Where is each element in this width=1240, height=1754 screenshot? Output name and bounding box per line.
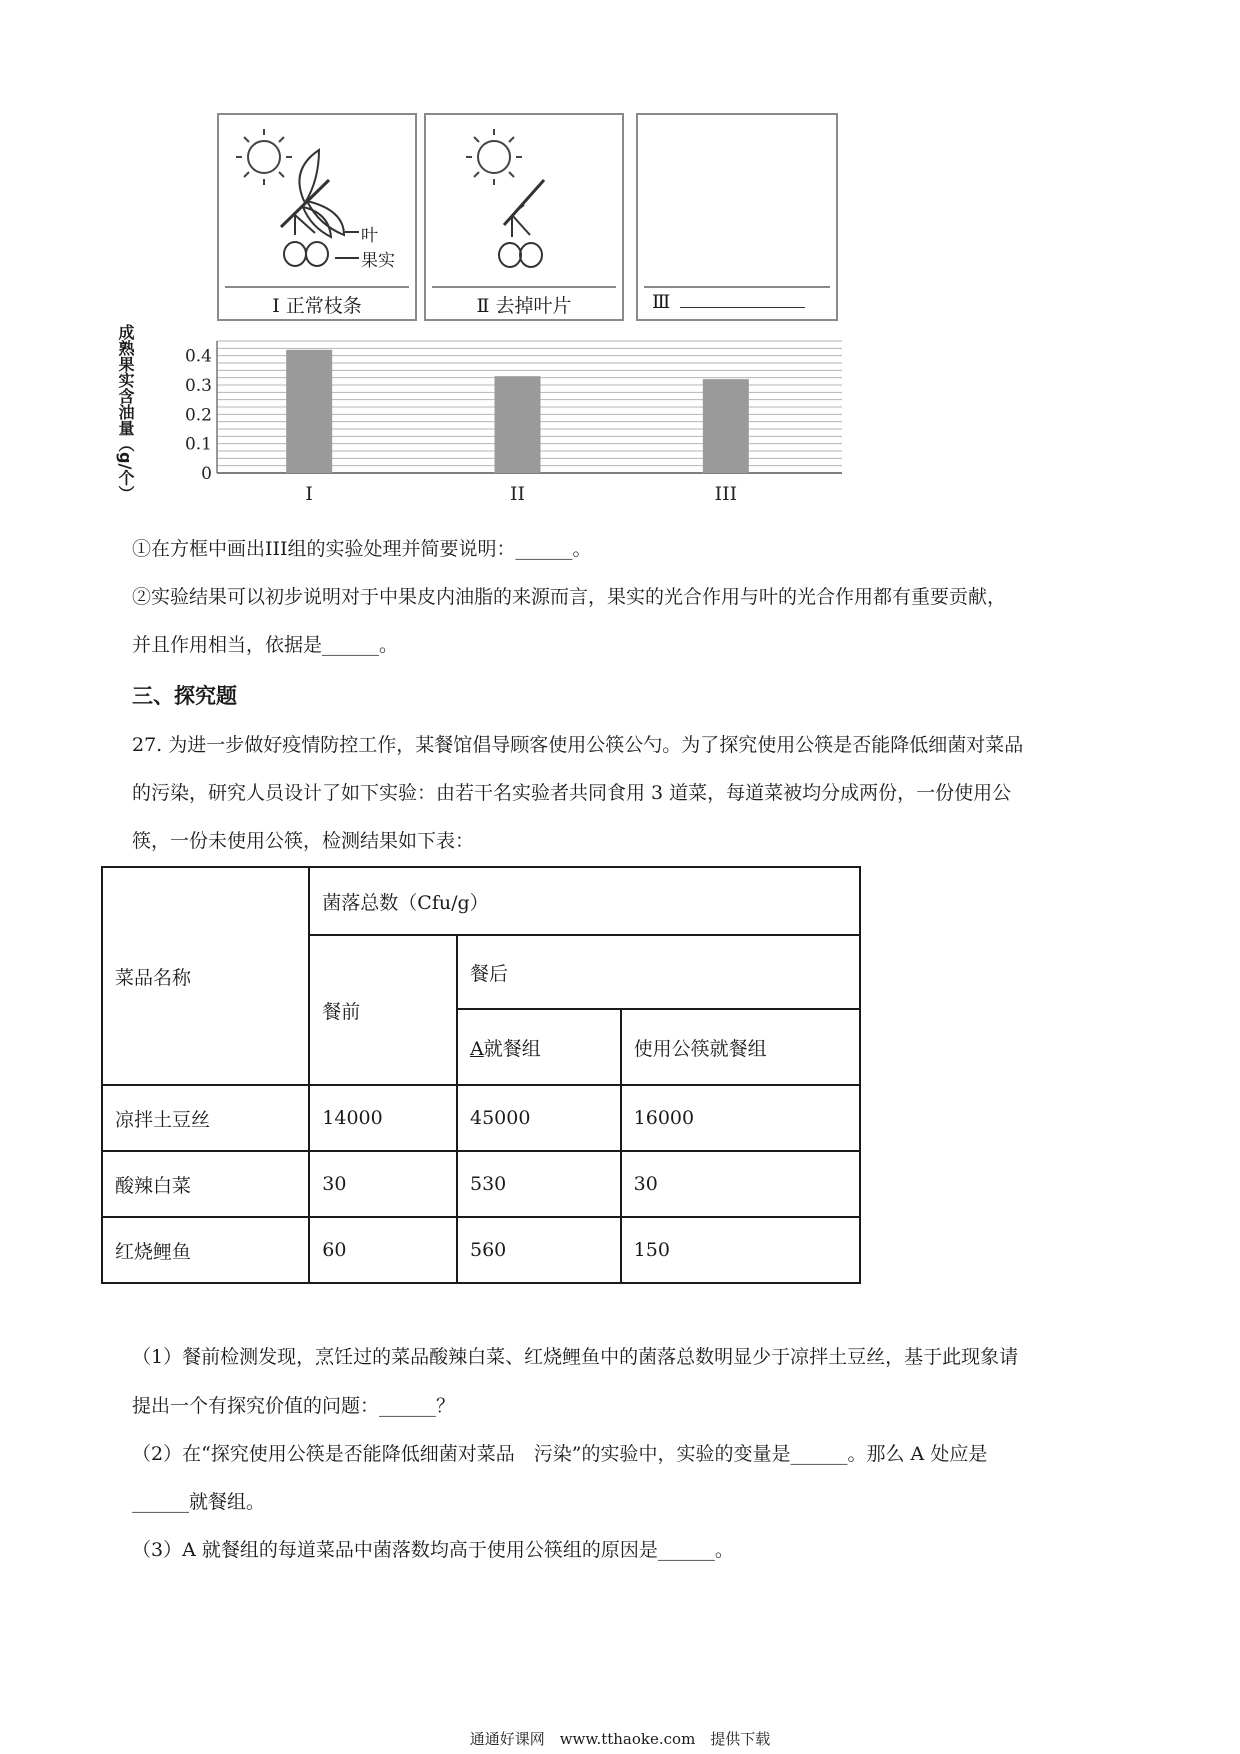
question-27-intro-line-2: 的污染，研究人员设计了如下实验：由若干名实验者共同食用 3 道菜，每道菜被均分成两份，一份使用公 [132,782,1012,804]
y-tick-label: 0.1 [184,434,212,455]
panel-divider [432,286,616,288]
oil-content-bar-chart [110,322,850,522]
panel-leaves-removed [424,113,624,321]
dish-name: 凉拌土豆丝 [102,1085,309,1151]
table-row [102,1151,860,1217]
chopsticks-value: 16000 [621,1085,860,1151]
question-26-part-1: ①在方框中画出III组的实验处理并简要说明：______。 [132,538,592,560]
bare-branch-icon [499,180,544,267]
question-26-part-2-line-1: ②实验结果可以初步说明对于中果皮内油脂的来源而言，果实的光合作用与叶的光合作用都有重要贡献， [132,586,1007,608]
dish-name-header: 菜品名称 [102,867,309,1085]
y-tick-label: 0.2 [184,405,212,426]
question-27-intro-line-3: 筷，一份未使用公筷，检测结果如下表： [132,830,475,852]
question-27-part-1-line-2: 提出一个有探究价值的问题：______？ [132,1395,456,1417]
question-27-part-2-line-1: （2）在“探究使用公筷是否能降低细菌对菜品 污染”的实验中，实验的变量是______。那么 A 处应是 [132,1443,988,1465]
table-row [102,1217,860,1283]
chopsticks-value: 30 [621,1151,860,1217]
question-27-part-2-line-2: ______就餐组。 [132,1491,266,1513]
x-tick-label: II [509,483,526,505]
group-a-letter: A [470,1037,484,1060]
leaf-label: 叶 [361,226,378,246]
panel-caption: Ⅲ [652,291,671,313]
y-axis-label: 成熟果实含油量（g/个） [116,324,135,502]
panel-normal-branch [217,113,417,321]
panel-divider [644,286,830,288]
group-a-value: 45000 [457,1085,621,1151]
chopsticks-group-header: 使用公筷就餐组 [621,1009,860,1085]
panel-caption: Ⅱ 去掉叶片 [476,295,572,317]
sun-icon [466,129,522,185]
after-meal-header: 餐后 [457,935,860,1009]
x-tick-label: I [305,483,313,505]
dish-name: 红烧鲤鱼 [102,1217,309,1283]
dish-name: 酸辣白菜 [102,1151,309,1217]
bar-III [703,379,749,473]
y-tick-label: 0 [201,464,212,484]
question-27-part-3: （3）A 就餐组的每道菜品中菌落数均高于使用公筷组的原因是______。 [132,1539,734,1561]
table-row [102,1085,860,1151]
fruit-label: 果实 [361,251,395,271]
colony-count-header: 菌落总数（Cfu/g） [309,867,860,935]
panel-divider [225,286,409,288]
bar-I [286,350,332,473]
before-value: 60 [309,1217,457,1283]
question-27-part-1-line-1: （1）餐前检测发现，烹饪过的菜品酸辣白菜、红烧鲤鱼中的菌落总数明显少于凉拌土豆丝，基于此现象请 [132,1346,1019,1368]
panel-caption: Ⅰ 正常枝条 [272,295,362,317]
group-a-value: 560 [457,1217,621,1283]
answer-blank [680,293,805,308]
bar-II [495,376,541,473]
branch-with-leaves-icon [281,150,359,266]
sun-icon [236,129,292,185]
section-title: 三、探究题 [132,684,237,708]
chopsticks-value: 150 [621,1217,860,1283]
before-value: 30 [309,1151,457,1217]
leaves-removed-illustration [426,115,622,275]
before-value: 14000 [309,1085,457,1151]
panel-caption-group-three [652,291,805,313]
y-tick-label: 0.4 [184,346,212,367]
question-27-intro-line-1: 27. 为进一步做好疫情防控工作，某餐馆倡导顾客使用公筷公勺。为了探究使用公筷是否能降低细菌对菜品 [132,734,1024,756]
y-tick-label: 0.3 [184,376,212,396]
page-footer: 通通好课网 www.tthaoke.com 提供下载 [469,1730,771,1748]
panel-group-three-blank [636,113,838,321]
group-a-header [457,1009,621,1085]
before-meal-header: 餐前 [309,935,457,1085]
group-a-suffix: 就餐组 [483,1037,541,1060]
group-a-value: 530 [457,1151,621,1217]
bacteria-count-table [101,866,861,1284]
x-tick-label: III [714,483,738,505]
question-26-part-2-line-2: 并且作用相当，依据是______。 [132,634,399,656]
